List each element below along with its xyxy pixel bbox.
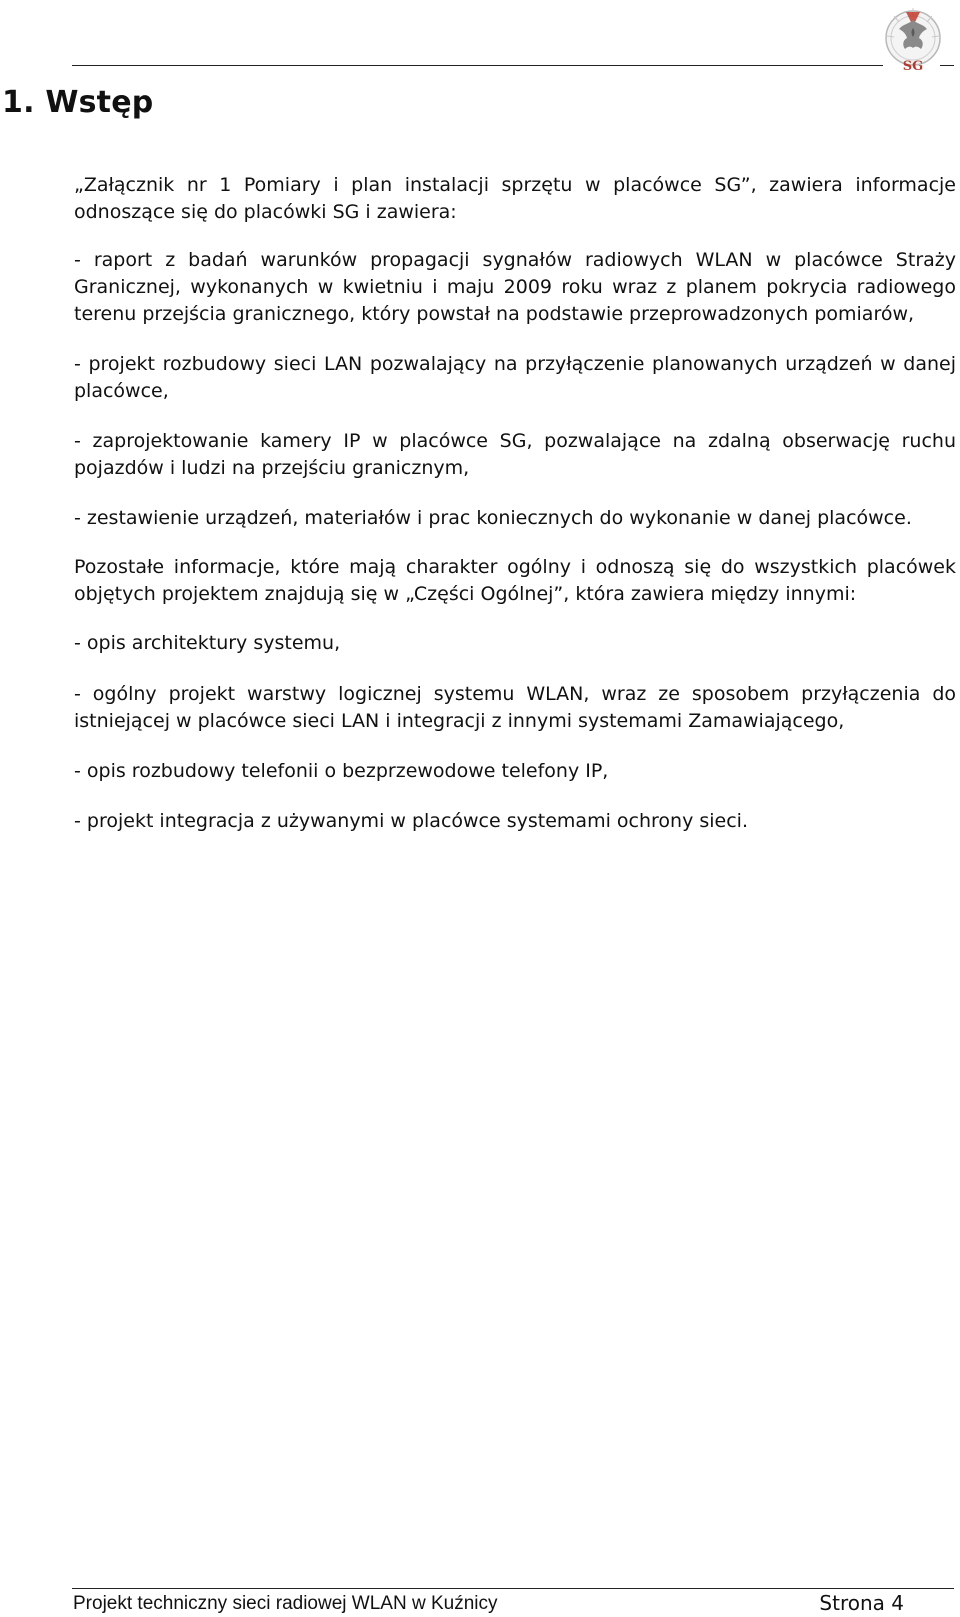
list-item-security-integration: - projekt integracja z używanymi w placówce systemami ochrony sieci. <box>74 810 748 832</box>
footer-document-title: Projekt techniczny sieci radiowej WLAN w Kuźnicy <box>73 1593 498 1614</box>
svg-text:SG: SG <box>902 59 924 74</box>
general-part-paragraph: Pozostałe informacje, które mają charakter ogólny i odnoszą się do wszystkich placówek objętych projektem znajdują się w „Części Ogólnej”, która zawiera między innymi: <box>74 556 956 605</box>
list-item-radio-report: - raport z badań warunków propagacji sygnałów radiowych WLAN w placówce Straży Granicznej, wykonanych w kwietniu i maju 2009 roku wraz z planem pokrycia radiowego terenu przejścia granicznego, który powstał na podstawie przeprowadzonych pomiarów, <box>74 249 956 325</box>
section-heading: 1. Wstęp <box>2 85 154 120</box>
list-item-equipment-list: - zestawienie urządzeń, materiałów i prac koniecznych do wykonanie w danej placówce. <box>74 507 912 529</box>
list-item-lan-project: - projekt rozbudowy sieci LAN pozwalający na przyłączenie planowanych urządzeń w danej placówce, <box>74 353 956 402</box>
list-item-ip-phones: - opis rozbudowy telefonii o bezprzewodowe telefony IP, <box>74 760 609 782</box>
header-rule <box>72 65 883 66</box>
border-guard-emblem-icon <box>882 4 944 80</box>
document-body <box>74 172 956 835</box>
footer-page-number: Strona 4 <box>819 1591 904 1615</box>
intro-paragraph: „Załącznik nr 1 Pomiary i plan instalacji sprzętu w placówce SG”, zawiera informacje odnoszące się do placówki SG i zawiera: <box>74 174 956 223</box>
list-item-wlan-logic: - ogólny projekt warstwy logicznej systemu WLAN, wraz ze sposobem przyłączenia do istniejącej w placówce sieci LAN i integracji z innymi systemami Zamawiającego, <box>74 683 956 732</box>
list-item-architecture: - opis architektury systemu, <box>74 632 341 654</box>
list-item-ip-camera: - zaprojektowanie kamery IP w placówce SG, pozwalające na zdalną obserwację ruchu pojazdów i ludzi na przejściu granicznym, <box>74 430 956 479</box>
footer-rule <box>72 1588 954 1589</box>
